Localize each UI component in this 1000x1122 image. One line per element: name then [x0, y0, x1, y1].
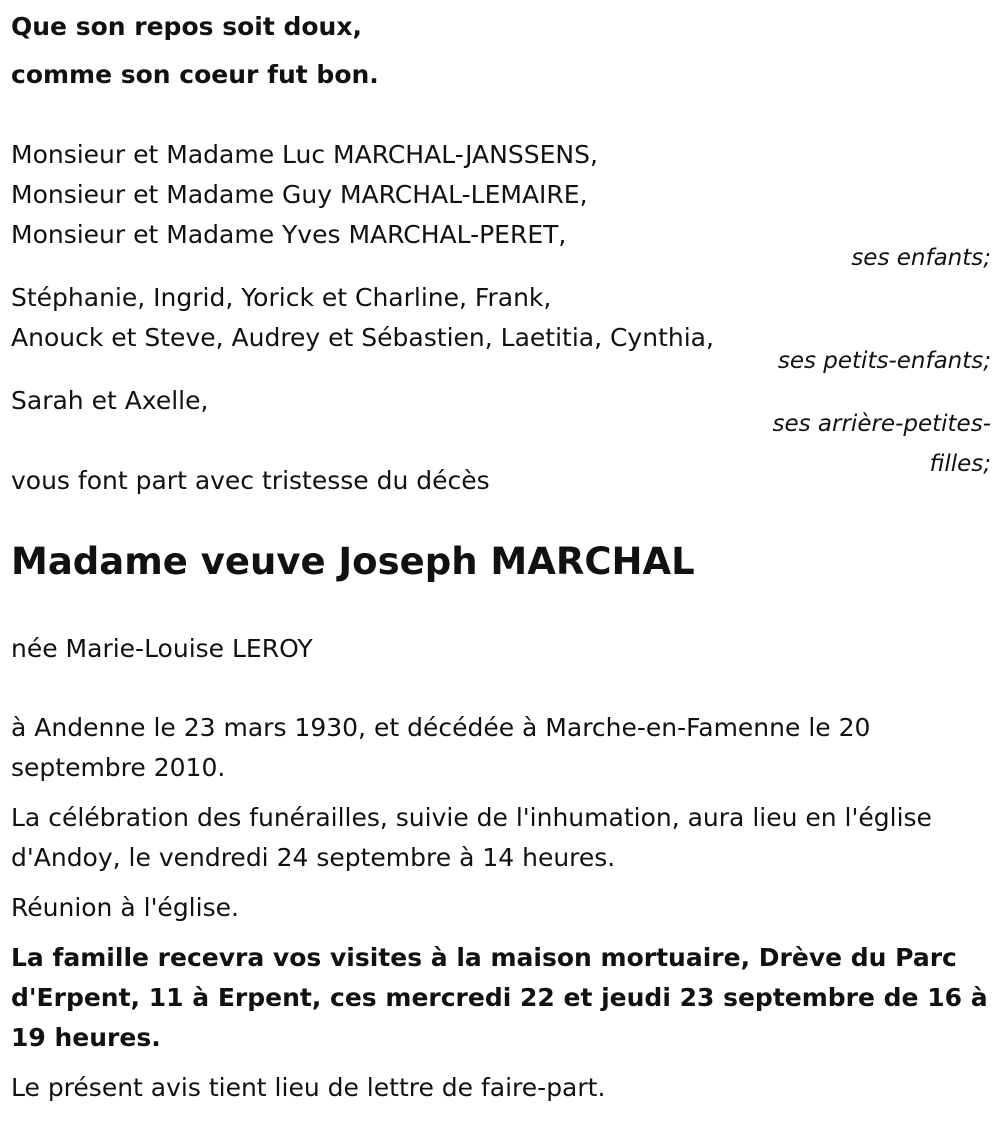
grandchild-line-1: Stéphanie, Ingrid, Yorick et Charline, Frank,: [11, 283, 552, 312]
dates-paragraph: à Andenne le 23 mars 1930, et décédée à Marche-en-Famenne le 20 septembre 2010.: [11, 713, 871, 782]
closing-paragraph: Le présent avis tient lieu de lettre de faire-part.: [11, 1073, 606, 1102]
children-role: ses enfants;: [851, 245, 991, 271]
deceased-name: Madame veuve Joseph MARCHAL: [11, 540, 695, 583]
visits-paragraph: La famille recevra vos visites à la maison mortuaire, Drève du Parc d'Erpent, 11 à Erpent, ces mercredi 22 et jeudi 23 septembre de 16 à 19 heures.: [11, 943, 988, 1052]
announcement-text: vous font part avec tristesse du décès: [11, 466, 490, 495]
child-line-1: Monsieur et Madame Luc MARCHAL-JANSSENS,: [11, 140, 598, 169]
great-grandchildren-line: Sarah et Axelle,: [11, 386, 209, 415]
child-line-2: Monsieur et Madame Guy MARCHAL-LEMAIRE,: [11, 180, 588, 209]
great-grandchildren-role: ses arrière-petites-filles;: [772, 411, 991, 477]
epigraph-line-1: Que son repos soit doux,: [11, 12, 362, 41]
meeting-paragraph: Réunion à l'église.: [11, 893, 239, 922]
epigraph-line-2: comme son coeur fut bon.: [11, 60, 379, 89]
grandchild-line-2: Anouck et Steve, Audrey et Sébastien, Laetitia, Cynthia,: [11, 323, 714, 352]
grandchildren-role: ses petits-enfants;: [777, 348, 991, 374]
obituary-notice: [11, 0, 991, 1122]
birth-name: née Marie-Louise LEROY: [11, 634, 313, 663]
funeral-paragraph: La célébration des funérailles, suivie de l'inhumation, aura lieu en l'église d'Andoy, le vendredi 24 septembre à 14 heures.: [11, 803, 932, 872]
child-line-3: Monsieur et Madame Yves MARCHAL-PERET,: [11, 220, 567, 249]
